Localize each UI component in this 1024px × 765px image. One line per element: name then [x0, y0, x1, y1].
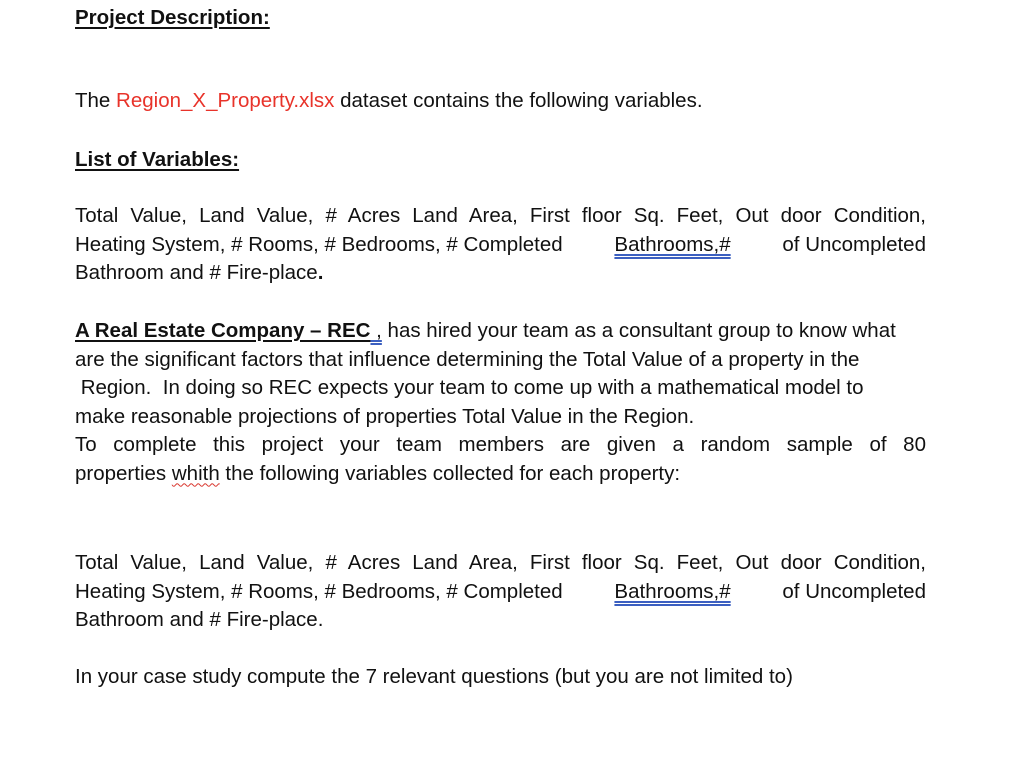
- variables-2-line-2: [75, 578, 926, 607]
- rec-line-4: make reasonable projections of properties Total Value in the Region.: [75, 404, 695, 428]
- rec-line-6-pre: properties: [75, 461, 172, 485]
- project-description-heading: Project Description:: [75, 6, 270, 29]
- rec-line-5: To complete this project your team members are given a random sample of 80: [75, 433, 926, 456]
- closing-paragraph: [75, 663, 926, 692]
- rec-comma-grammar-flag: ,: [370, 319, 382, 342]
- variables-paragraph-2: [75, 549, 926, 635]
- rec-line-6-post: the following variables collected for each property:: [219, 461, 681, 485]
- dataset-filename: Region_X_Property.xlsx: [116, 89, 335, 112]
- variables-paragraph-1: [75, 202, 926, 288]
- variables-1-line-1: Total Value, Land Value, # Acres Land Area, First floor Sq. Feet, Out door Condition,: [75, 204, 926, 227]
- closing-line: In your case study compute the 7 relevant questions (but you are not limited to): [75, 665, 793, 688]
- bathrooms-grammar-flag-2: Bathrooms,#: [614, 579, 731, 603]
- variables-1-line-2-pre: Heating System, # Rooms, # Bedrooms, # Completed: [75, 232, 569, 256]
- variables-2-line-2-post: of Uncompleted: [776, 579, 926, 603]
- rec-line-3: Region. In doing so REC expects your team to come up with a mathematical model to: [75, 376, 864, 399]
- intro-suffix: dataset contains the following variables.: [334, 89, 703, 112]
- whith-spelling-flag: whith: [171, 461, 220, 485]
- variables-2-line-1: Total Value, Land Value, # Acres Land Area, First floor Sq. Feet, Out door Condition,: [75, 551, 926, 574]
- rec-line-1-rest: has hired your team as a consultant group to know what: [381, 319, 896, 342]
- variables-1-line-2-post: of Uncompleted: [776, 232, 926, 256]
- rec-company-name: A Real Estate Company – REC: [75, 319, 371, 342]
- bathrooms-grammar-flag: Bathrooms,#: [614, 232, 731, 256]
- list-of-variables-heading: List of Variables:: [75, 148, 240, 171]
- rec-line-1: [75, 317, 926, 346]
- variables-2-line-2-pre: Heating System, # Rooms, # Bedrooms, # Completed: [75, 579, 569, 603]
- rec-paragraph: [75, 317, 926, 488]
- intro-prefix: The: [75, 89, 117, 112]
- variables-1-line-3-period: .: [317, 261, 324, 284]
- variables-1-line-3: [75, 259, 926, 288]
- rec-line-6: [75, 460, 926, 489]
- variables-2-line-3: Bathroom and # Fire-place.: [75, 608, 324, 631]
- intro-paragraph: [75, 87, 926, 116]
- variables-1-line-2: [75, 231, 926, 260]
- rec-line-2: are the significant factors that influence determining the Total Value of a property in the: [75, 347, 860, 371]
- variables-1-line-3-text: Bathroom and # Fire-place: [75, 261, 318, 284]
